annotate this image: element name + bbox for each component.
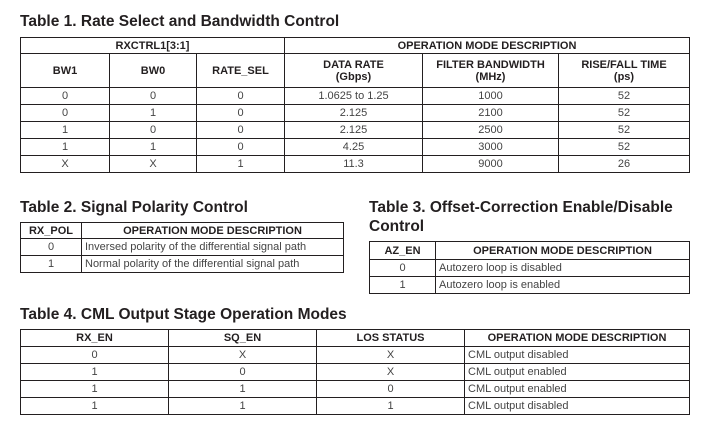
table-cell: 0 [197, 139, 285, 156]
table-cell: Autozero loop is disabled [436, 260, 690, 277]
table3-title-line2: Control [369, 218, 425, 235]
table-cell: 0 [21, 347, 169, 364]
table-cell: 0 [21, 88, 110, 105]
table1-header-filter-bandwidth: FILTER BANDWIDTH (MHz) [423, 54, 559, 88]
table1-header-data-rate: DATA RATE (Gbps) [285, 54, 423, 88]
table1-header-bw0: BW0 [110, 54, 197, 88]
table1 [20, 37, 690, 173]
table3-title-line1: Table 3. Offset-Correction Enable/Disable [369, 199, 673, 216]
table-cell: X [317, 364, 465, 381]
table-cell: 1 [21, 256, 82, 273]
table-cell: 52 [559, 139, 690, 156]
table-cell: 0 [197, 105, 285, 122]
table-cell: 2100 [423, 105, 559, 122]
table4-header-los-status: LOS STATUS [317, 330, 465, 347]
table-cell: 0 [197, 122, 285, 139]
table-cell: 52 [559, 105, 690, 122]
table-cell: 52 [559, 122, 690, 139]
table-row [21, 239, 344, 256]
table-cell: 1 [21, 364, 169, 381]
table1-group-rxctrl: RXCTRL1[3:1] [21, 38, 285, 54]
table-cell: Autozero loop is enabled [436, 277, 690, 294]
table-cell: 11.3 [285, 156, 423, 173]
table-cell: 52 [559, 88, 690, 105]
table4-header-description: OPERATION MODE DESCRIPTION [465, 330, 690, 347]
table-row [21, 256, 344, 273]
table4-header-sq-en: SQ_EN [169, 330, 317, 347]
table-row [21, 347, 690, 364]
table-cell: 1 [21, 398, 169, 415]
table-cell: 0 [21, 105, 110, 122]
table-cell: X [317, 347, 465, 364]
table4-title: Table 4. CML Output Stage Operation Modes [20, 306, 347, 323]
table-cell: 1 [21, 139, 110, 156]
table1-title: Table 1. Rate Select and Bandwidth Control [20, 13, 340, 30]
table-cell: 0 [21, 239, 82, 256]
table-cell: X [21, 156, 110, 173]
table-cell: 0 [110, 88, 197, 105]
table-cell: 1 [110, 139, 197, 156]
table-row [21, 398, 690, 415]
table-cell: X [169, 347, 317, 364]
table-row [21, 364, 690, 381]
table1-header-rate-sel: RATE_SEL [197, 54, 285, 88]
table1-group-operation: OPERATION MODE DESCRIPTION [285, 38, 690, 54]
table-row [21, 381, 690, 398]
table-cell: 3000 [423, 139, 559, 156]
table-row [21, 122, 690, 139]
table-cell: CML output disabled [465, 347, 690, 364]
table-cell: CML output enabled [465, 381, 690, 398]
table-cell: 1000 [423, 88, 559, 105]
table3 [369, 241, 690, 294]
table3-header-az-en: AZ_EN [370, 242, 436, 260]
table-cell: Normal polarity of the differential signal path [82, 256, 344, 273]
table2 [20, 222, 344, 273]
table3-header-description: OPERATION MODE DESCRIPTION [436, 242, 690, 260]
table-row [21, 88, 690, 105]
table4-header-rx-en: RX_EN [21, 330, 169, 347]
table-cell: CML output enabled [465, 364, 690, 381]
table-cell: X [110, 156, 197, 173]
table-row [21, 105, 690, 122]
table-cell: 0 [317, 381, 465, 398]
table-row [21, 156, 690, 173]
table2-title: Table 2. Signal Polarity Control [20, 199, 248, 216]
table-cell: 2500 [423, 122, 559, 139]
table-row [370, 277, 690, 294]
table1-header-rise-fall: RISE/FALL TIME (ps) [559, 54, 690, 88]
table-cell: 4.25 [285, 139, 423, 156]
table-cell: 1 [317, 398, 465, 415]
table-row [21, 139, 690, 156]
table-cell: 1 [197, 156, 285, 173]
table4 [20, 329, 690, 415]
table1-header-bw1: BW1 [21, 54, 110, 88]
table-cell: 26 [559, 156, 690, 173]
table-cell: 1 [21, 122, 110, 139]
table-cell: 9000 [423, 156, 559, 173]
table-cell: 1 [370, 277, 436, 294]
table-cell: 1 [21, 381, 169, 398]
table-cell: 0 [169, 364, 317, 381]
table-cell: Inversed polarity of the differential signal path [82, 239, 344, 256]
table-row [370, 260, 690, 277]
table-cell: 1 [169, 381, 317, 398]
table-cell: 2.125 [285, 105, 423, 122]
table-cell: 1.0625 to 1.25 [285, 88, 423, 105]
table-cell: 1 [110, 105, 197, 122]
table-cell: 1 [169, 398, 317, 415]
table-cell: CML output disabled [465, 398, 690, 415]
table-cell: 0 [110, 122, 197, 139]
table-cell: 2.125 [285, 122, 423, 139]
table-cell: 0 [370, 260, 436, 277]
table2-header-rx-pol: RX_POL [21, 223, 82, 239]
table2-header-description: OPERATION MODE DESCRIPTION [82, 223, 344, 239]
table-cell: 0 [197, 88, 285, 105]
